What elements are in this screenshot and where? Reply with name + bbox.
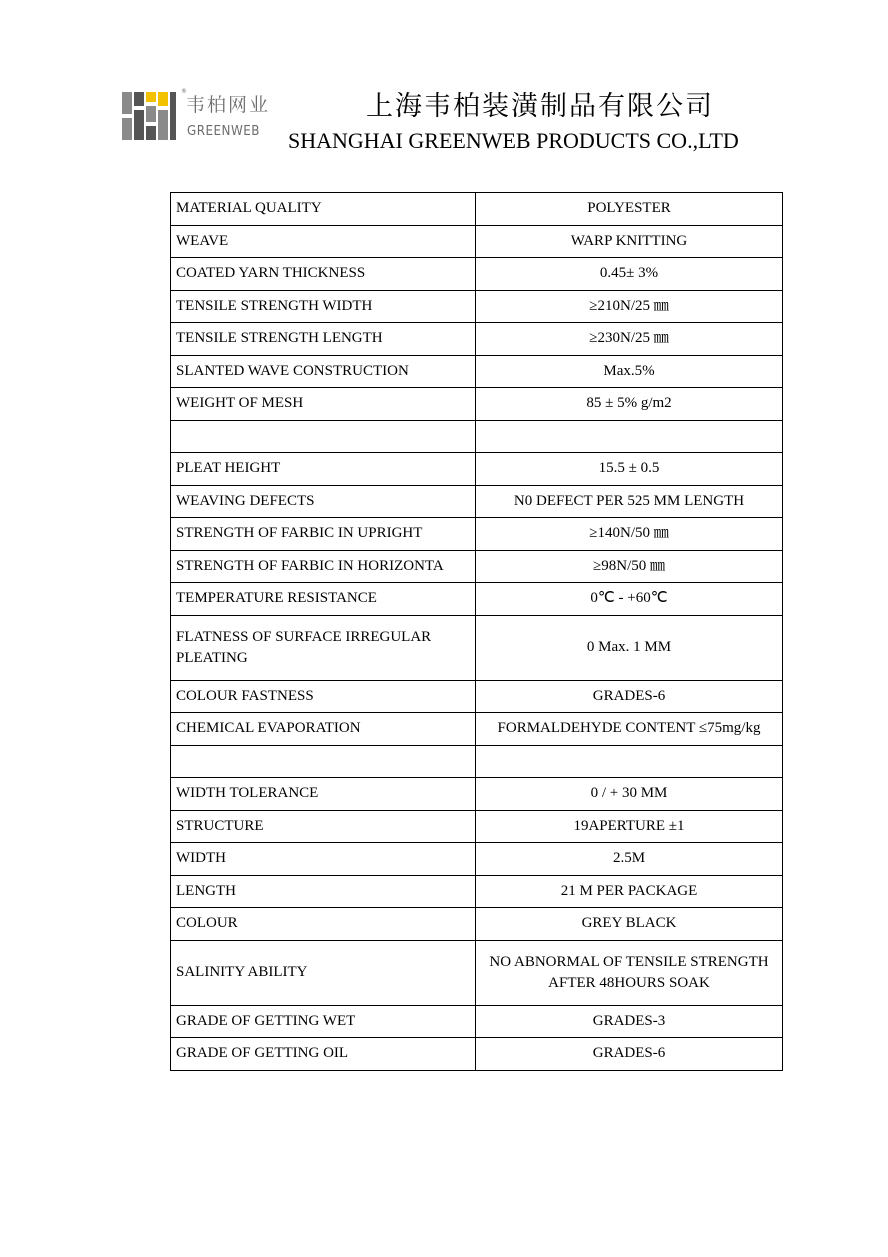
value-cell: POLYESTER: [476, 193, 783, 226]
table-row: [171, 908, 783, 941]
property-cell: STRENGTH OF FARBIC IN UPRIGHT: [171, 518, 476, 551]
property-cell: PLEAT HEIGHT: [171, 453, 476, 486]
value-cell: ≥98N/50 ㎜: [476, 550, 783, 583]
specification-table-body: [171, 193, 783, 1071]
specification-table: [170, 192, 783, 1071]
table-row: [171, 940, 783, 1005]
property-cell: COLOUR FASTNESS: [171, 680, 476, 713]
property-cell: WEAVE: [171, 225, 476, 258]
logo-chinese-name: 韦柏网业: [186, 94, 271, 116]
table-row: [171, 323, 783, 356]
table-row: [171, 225, 783, 258]
property-cell: GRADE OF GETTING OIL: [171, 1038, 476, 1071]
value-cell: FORMALDEHYDE CONTENT ≤75mg/kg: [476, 713, 783, 746]
value-cell: [476, 420, 783, 453]
table-row: [171, 615, 783, 680]
property-cell: TEMPERATURE RESISTANCE: [171, 583, 476, 616]
table-row: [171, 745, 783, 778]
value-cell: GRADES-6: [476, 1038, 783, 1071]
table-row: [171, 1038, 783, 1071]
logo-english-name: GREENWEB: [187, 124, 260, 139]
table-row: [171, 420, 783, 453]
property-cell: LENGTH: [171, 875, 476, 908]
value-cell: GRADES-6: [476, 680, 783, 713]
property-cell: [171, 745, 476, 778]
property-cell: SALINITY ABILITY: [171, 940, 476, 1005]
value-cell: Max.5%: [476, 355, 783, 388]
property-cell: [171, 420, 476, 453]
table-row: [171, 843, 783, 876]
value-cell: ≥210N/25 ㎜: [476, 290, 783, 323]
property-cell: SLANTED WAVE CONSTRUCTION: [171, 355, 476, 388]
table-row: [171, 453, 783, 486]
company-name-english: SHANGHAI GREENWEB PRODUCTS CO.,LTD: [288, 128, 739, 153]
property-cell: WIDTH TOLERANCE: [171, 778, 476, 811]
value-cell: WARP KNITTING: [476, 225, 783, 258]
value-cell: GRADES-3: [476, 1005, 783, 1038]
table-row: [171, 485, 783, 518]
table-row: [171, 810, 783, 843]
value-cell: 0.45± 3%: [476, 258, 783, 291]
value-cell: ≥140N/50 ㎜: [476, 518, 783, 551]
table-row: [171, 680, 783, 713]
table-row: [171, 550, 783, 583]
table-row: [171, 1005, 783, 1038]
value-cell: ≥230N/25 ㎜: [476, 323, 783, 356]
company-logo: [120, 88, 270, 148]
value-cell: 19APERTURE ±1: [476, 810, 783, 843]
logo-mark-icon: [120, 88, 184, 144]
table-row: [171, 875, 783, 908]
property-cell: MATERIAL QUALITY: [171, 193, 476, 226]
table-row: [171, 583, 783, 616]
property-cell: WEIGHT OF MESH: [171, 388, 476, 421]
value-cell: [476, 745, 783, 778]
table-row: [171, 778, 783, 811]
value-cell: 0 Max. 1 MM: [476, 615, 783, 680]
table-row: [171, 355, 783, 388]
property-cell: WIDTH: [171, 843, 476, 876]
value-cell: 0℃ - +60℃: [476, 583, 783, 616]
value-cell: 85 ± 5% g/m2: [476, 388, 783, 421]
property-cell: TENSILE STRENGTH LENGTH: [171, 323, 476, 356]
value-cell: 0 / + 30 MM: [476, 778, 783, 811]
company-name-chinese: 上海韦柏装潢制品有限公司: [366, 91, 714, 122]
property-cell: COLOUR: [171, 908, 476, 941]
property-cell: WEAVING DEFECTS: [171, 485, 476, 518]
property-cell: GRADE OF GETTING WET: [171, 1005, 476, 1038]
property-cell: STRENGTH OF FARBIC IN HORIZONTA: [171, 550, 476, 583]
value-cell: NO ABNORMAL OF TENSILE STRENGTH AFTER 48HOURS SOAK: [476, 940, 783, 1005]
table-row: [171, 290, 783, 323]
table-row: [171, 713, 783, 746]
document-header: [0, 0, 888, 180]
property-cell: COATED YARN THICKNESS: [171, 258, 476, 291]
property-cell: FLATNESS OF SURFACE IRREGULAR PLEATING: [171, 615, 476, 680]
value-cell: 2.5M: [476, 843, 783, 876]
property-cell: CHEMICAL EVAPORATION: [171, 713, 476, 746]
value-cell: 21 M PER PACKAGE: [476, 875, 783, 908]
table-row: [171, 388, 783, 421]
table-row: [171, 193, 783, 226]
value-cell: GREY BLACK: [476, 908, 783, 941]
property-cell: TENSILE STRENGTH WIDTH: [171, 290, 476, 323]
property-cell: STRUCTURE: [171, 810, 476, 843]
value-cell: N0 DEFECT PER 525 MM LENGTH: [476, 485, 783, 518]
registered-mark: ®: [181, 88, 187, 95]
value-cell: 15.5 ± 0.5: [476, 453, 783, 486]
table-row: [171, 518, 783, 551]
table-row: [171, 258, 783, 291]
